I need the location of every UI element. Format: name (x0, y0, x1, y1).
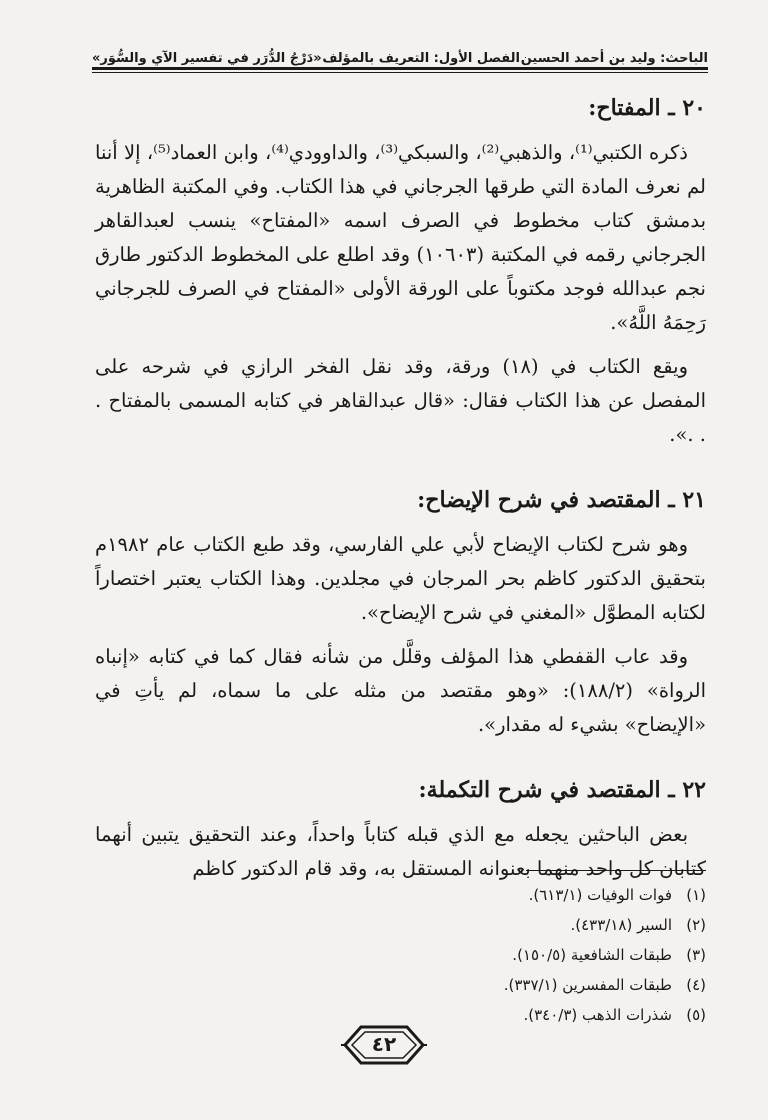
running-header (92, 34, 708, 66)
footnote-number: (٤) (686, 976, 706, 994)
footnote-item (95, 910, 706, 940)
main-text (95, 84, 706, 896)
footnote-number: (٢) (686, 916, 706, 934)
footnote-item (95, 970, 706, 1000)
paragraph: ويقع الكتاب في (١٨) ورقة، وقد نقل الفخر الرازي في شرحه على المفصل عن هذا الكتاب فقال: «قال عبدالقاهر في كتابه المسمى بالمفتاح . . .». (95, 355, 706, 446)
footnote-text: طبقات الشافعية (١٥٠/٥). (512, 946, 672, 964)
header-thin-rule (92, 72, 708, 73)
footnote-text: شذرات الذهب (٣٤٠/٣). (523, 1006, 672, 1024)
footnote-text: طبقات المفسرين (٣٣٧/١). (503, 976, 672, 994)
section-title-muqtasid-takmila: ٢٢ ـ المقتصد في شرح التكملة: (418, 777, 706, 803)
footnote-number: (١) (686, 886, 706, 904)
paragraph: وهو شرح لكتاب الإيضاح لأبي علي الفارسي، وقد طبع الكتاب عام ١٩٨٢م بتحقيق الدكتور كاظم بحر المرجان في مجلدين. وهذا الكتاب يعتبر اختصاراً لكتابه المطوَّل «المغني في شرح الإيضاح». (95, 533, 706, 624)
paragraph: بعض الباحثين يجعله مع الذي قبله كتاباً واحداً، وعند التحقيق يتبين أنهما كتابان كل واحد منهما بعنوانه المستقل به، وقد قام الدكتور كاظم (95, 823, 706, 880)
section-title-muqtasid-idah: ٢١ ـ المقتصد في شرح الإيضاح: (417, 487, 706, 513)
footnote-item (95, 940, 706, 970)
footnote-number: (٥) (686, 1006, 706, 1024)
paragraph: وقد عاب القفطي هذا المؤلف وقلَّل من شأنه فقال كما في كتابه «إنباه الرواة» (١٨٨/٢): «وهو مقتصد من مثله على ما سماه، لم يأتِ في «الإيضاح» بشيء له مقدار». (95, 645, 707, 736)
footnote-text: فوات الوفيات (٦١٣/١). (528, 886, 672, 904)
footnote-text: السير (٤٣٣/١٨). (570, 916, 672, 934)
header-thick-rule (92, 67, 708, 70)
section-title-miftah: ٢٠ ـ المفتاح: (588, 95, 706, 121)
header-author: الباحث: وليد بن أحمد الحسين (520, 51, 708, 66)
header-book-title: «دَرْجُ الدُّرَر في تفسير الآي والسُّوَر» (92, 51, 322, 66)
footnote-separator (526, 870, 706, 871)
paragraph: ذكره الكتبي⁽¹⁾، والذهبي⁽²⁾، والسبكي⁽³⁾، والداوودي⁽⁴⁾، وابن العماد⁽⁵⁾، إلا أننا لم نعرف المادة التي طرقها الجرجاني في هذا الكتاب. وفي المكتبة الظاهرية بدمشق كتاب مخطوط في الصرف اسمه «المفتاح» ينسب لعبدالقاهر الجرجاني رقمه في المكتبة (١٠٦٠٣) وقد اطلع على المخطوط الدكتور طارق نجم عبدالله فوجد مكتوباً على الورقة الأولى «المفتاح في الصرف للجرجاني رَحِمَهُ اللَّهُ». (95, 141, 706, 334)
page-number: ٤٢ (371, 1032, 397, 1056)
page-number-ornament (341, 1023, 427, 1067)
footnote-number: (٣) (686, 946, 706, 964)
footnotes (95, 880, 706, 1030)
header-chapter: الفصل الأول: التعريف بالمؤلف (322, 51, 520, 66)
footnote-item (95, 880, 706, 910)
